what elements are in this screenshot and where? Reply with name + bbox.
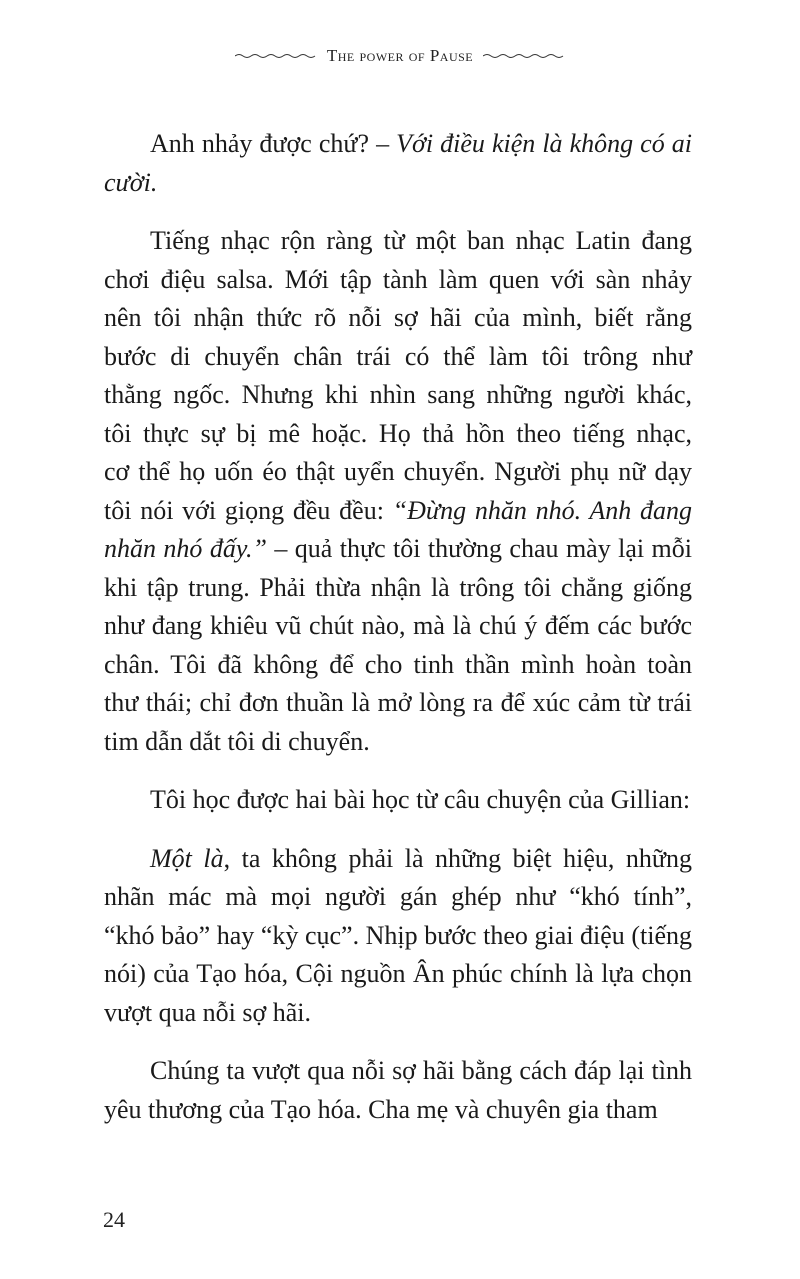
text-run: Anh nhảy được chứ? – <box>150 129 397 158</box>
text-line <box>104 1091 692 1130</box>
text-line <box>104 125 692 164</box>
running-head-title: The power of Pause <box>326 46 474 65</box>
text-line <box>104 164 692 203</box>
italic-text: “Đừng nhăn nhó. Anh đang <box>392 495 692 525</box>
text-run: như đang khiêu vũ chút nào, mà là chú ý đếm các bước <box>104 611 692 640</box>
text-line <box>104 453 692 492</box>
text-run: yêu thương của Tạo hóa. Cha mẹ và chuyên gia tham <box>104 1094 658 1124</box>
text-run: nói) của Tạo hóa, Cội nguồn Ân phúc chính là lựa chọn <box>104 959 692 988</box>
text-line <box>104 781 692 820</box>
text-line <box>104 955 692 994</box>
italic-text: Một là <box>150 843 224 873</box>
paragraph <box>104 1052 692 1129</box>
text-run: Tôi học được hai bài học từ câu chuyện của Gillian: <box>150 785 691 814</box>
text-run: tim dẫn dắt tôi di chuyển. <box>104 726 370 756</box>
text-run: thư thái; chỉ đơn thuần là mở lòng ra để xúc cảm từ trái <box>104 688 692 717</box>
text-line <box>104 917 692 956</box>
page-number: 24 <box>103 1207 125 1232</box>
text-run: , ta không phải là những biệt hiệu, những <box>223 843 692 873</box>
text-line <box>104 415 692 454</box>
text-line <box>104 723 692 762</box>
text-run: Chúng ta vượt qua nỗi sợ hãi bằng cách đáp lại tình <box>150 1056 692 1085</box>
text-line <box>104 492 692 531</box>
italic-text: cười. <box>104 167 158 197</box>
text-run: vượt qua nỗi sợ hãi. <box>104 997 311 1027</box>
text-line <box>104 338 692 377</box>
text-run: chơi điệu salsa. Mới tập tành làm quen với sàn nhảy <box>104 264 692 294</box>
text-line <box>104 994 692 1033</box>
text-line <box>104 222 692 261</box>
text-line <box>104 840 692 879</box>
text-line <box>104 299 692 338</box>
text-line <box>104 569 692 608</box>
text-line <box>104 646 692 685</box>
text-line <box>104 607 692 646</box>
text-run: cơ thể họ uốn éo thật uyển chuyển. Người phụ nữ dạy <box>104 457 692 486</box>
text-line <box>104 684 692 723</box>
text-line <box>104 878 692 917</box>
text-line <box>104 376 692 415</box>
text-run: – quả thực tôi thường chau mày lại mỗi <box>266 534 692 563</box>
wave-ornament-right <box>483 52 565 60</box>
text-line <box>104 530 692 569</box>
text-run: Tiếng nhạc rộn ràng từ một ban nhạc Latin đang <box>150 226 692 255</box>
paragraph <box>104 840 692 1033</box>
running-head <box>0 46 800 66</box>
paragraph <box>104 125 692 202</box>
italic-text: Với điều kiện là không có ai <box>396 129 692 158</box>
italic-text: nhăn nhó đấy.” <box>104 534 267 563</box>
text-run: nhãn mác mà mọi người gán ghép như “khó tính”, <box>104 882 692 911</box>
text-line <box>104 261 692 300</box>
body-text <box>104 125 692 1129</box>
text-run: thằng ngốc. Nhưng khi nhìn sang những người khác, <box>104 380 692 409</box>
text-run: bước di chuyển chân trái có thể làm tôi trông như <box>104 341 692 371</box>
text-line <box>104 1052 692 1091</box>
text-run: nên tôi nhận thức rõ nỗi sợ hãi của mình, biết rằng <box>104 303 692 332</box>
text-run: “khó bảo” hay “kỳ cục”. Nhịp bước theo giai điệu (tiếng <box>104 920 692 950</box>
text-run: khi tập trung. Phải thừa nhận là trông tôi chẳng giống <box>104 572 692 602</box>
text-run: tôi thực sự bị mê hoặc. Họ thả hồn theo tiếng nhạc, <box>104 418 692 448</box>
text-run: tôi nói với giọng đều đều: <box>104 495 393 525</box>
text-run: chân. Tôi đã không để cho tinh thần mình hoàn toàn <box>104 649 692 679</box>
wave-ornament-left <box>235 52 317 60</box>
paragraph <box>104 222 692 761</box>
paragraph <box>104 781 692 820</box>
